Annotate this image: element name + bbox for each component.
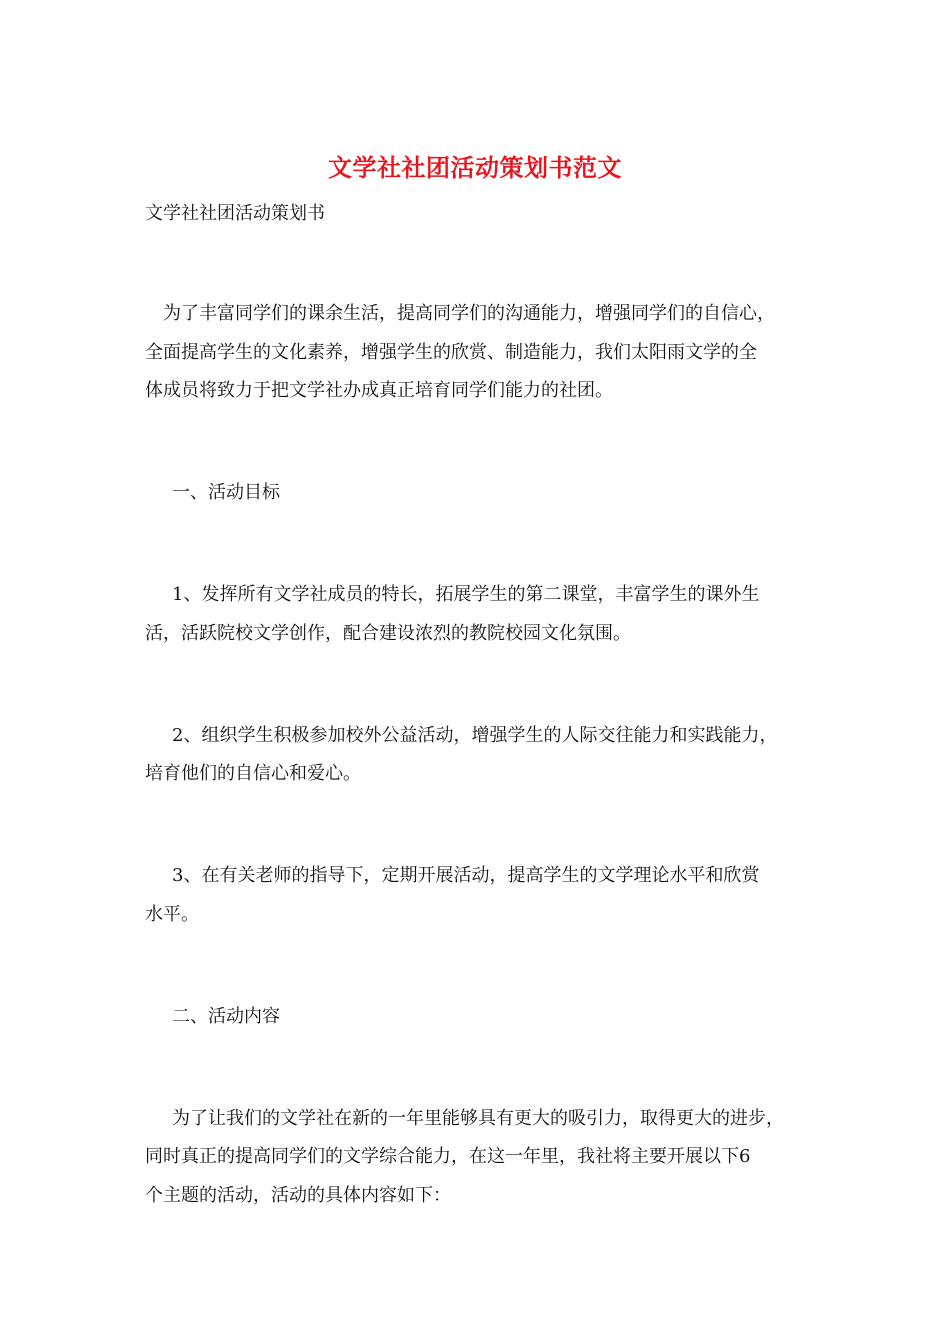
goal-line: 水平。 (145, 904, 199, 925)
section-heading-content: 二、活动内容 (172, 1006, 280, 1027)
goal-line: 1、发挥所有文学社成员的特长，拓展学生的第二课堂，丰富学生的课外生 (172, 584, 760, 605)
intro-line: 体成员将致力于把文学社办成真正培育同学们能力的社团。 (145, 380, 613, 401)
intro-line: 为了丰富同学们的课余生活，提高同学们的沟通能力，增强同学们的自信心， (163, 303, 775, 324)
goal-line: 2、组织学生积极参加校外公益活动，增强学生的人际交往能力和实践能力， (172, 725, 778, 746)
content-line: 同时真正的提高同学们的文学综合能力，在这一年里，我社将主要开展以下6 (145, 1146, 751, 1167)
content-line: 为了让我们的文学社在新的一年里能够具有更大的吸引力，取得更大的进步， (172, 1108, 784, 1129)
goal-line: 培育他们的自信心和爱心。 (145, 763, 361, 784)
document-subtitle: 文学社社团活动策划书 (145, 203, 325, 224)
document-title: 文学社社团活动策划书范文 (328, 153, 622, 182)
goal-line: 活，活跃院校文学创作，配合建设浓烈的教院校园文化氛围。 (145, 623, 631, 644)
intro-line: 全面提高学生的文化素养，增强学生的欣赏、制造能力，我们太阳雨文学的全 (145, 342, 757, 363)
content-line: 个主题的活动，活动的具体内容如下： (145, 1185, 451, 1206)
goal-line: 3、在有关老师的指导下，定期开展活动，提高学生的文学理论水平和欣赏 (172, 865, 760, 886)
section-heading-goals: 一、活动目标 (172, 482, 280, 503)
